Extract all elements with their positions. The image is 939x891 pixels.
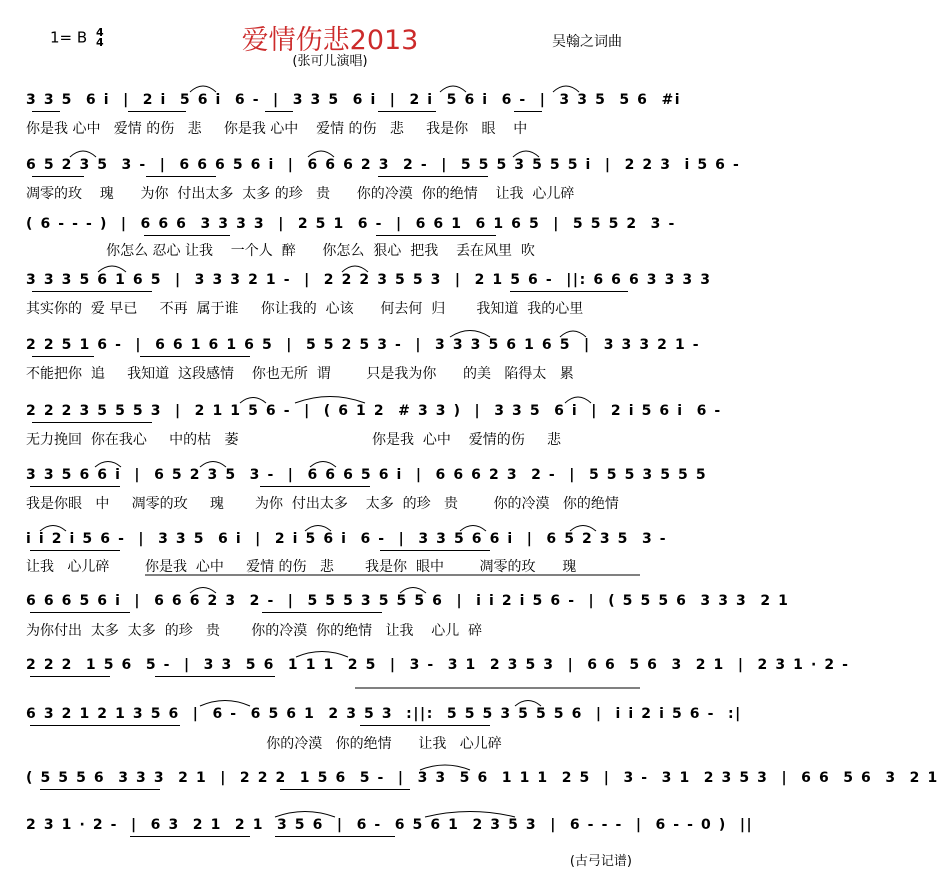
melody-line: 2 2 2 3 5 5 5 3 | 2 1 1 5 6 - | ( 6 1 2 # 3 3 ) | 3 3 5 6 i | 2 i 5 6 i 6 - <box>26 403 722 419</box>
credit: 吴翰之词曲 <box>552 34 622 50</box>
lyric-line: 你怎么 忍心 让我 一个人 醉 你怎么 狠心 把我 丢在风里 吹 <box>26 243 535 259</box>
melody-line: 6 6 6 5 6 i | 6 6 6 2 3 2 - | 5 5 5 3 5 5 5 6 | i i 2 i 5 6 - | ( 5 5 5 6 3 3 3 2 1 <box>26 593 790 609</box>
melody-line: 3 3 5 6 6 i | 6 5 2 3 5 3 - | 6 6 6 5 6 i | 6 6 6 2 3 2 - | 5 5 5 3 5 5 5 <box>26 467 708 483</box>
lyric-line: 不能把你 追 我知道 这段感情 你也无所 谓 只是我为你 的美 陷得太 累 <box>26 366 574 382</box>
singer: (张可儿演唱) <box>292 54 368 69</box>
melody-line: 2 2 5 1 6 - | 6 6 1 6 1 6 5 | 5 5 2 5 3 - | 3 3 3 5 6 1 6 5 | 3 3 3 2 1 - <box>26 337 701 353</box>
time-top: 4 <box>95 26 104 39</box>
melody-line: 3 3 5 6 i | 2 i 5 6 i 6 - | 3 3 5 6 i | 2 i 5 6 i 6 - | 3 3 5 5 6 #i <box>26 92 682 108</box>
melody-line: i i 2 i 5 6 - | 3 3 5 6 i | 2 i 5 6 i 6 - | 3 3 5 6 6 i | 6 5 2 3 5 3 - <box>26 531 668 547</box>
song-title: 爱情伤悲2013 <box>241 25 419 56</box>
melody-line: 6 5 2 3 5 3 - | 6 6 6 5 6 i | 6 6 6 2 3 2 - | 5 5 5 3 5 5 5 i | 2 2 3 i 5 6 - <box>26 157 741 173</box>
melody-line: ( 6 - - - ) | 6 6 6 3 3 3 3 | 2 5 1 6 - | 6 6 1 6 1 6 5 | 5 5 5 2 3 - <box>26 216 676 232</box>
melody-line: 2 2 2 1 5 6 5 - | 3 3 5 6 1 1 1 2 5 | 3 - 3 1 2 3 5 3 | 6 6 5 6 3 2 1 | 2 3 1 · 2 - <box>26 657 850 673</box>
lyric-line: 凋零的玫 瑰 为你 付出太多 太多 的珍 贵 你的冷漠 你的绝情 让我 心儿碎 <box>26 186 575 202</box>
lyric-line: 我是你眼 中 凋零的玫 瑰 为你 付出太多 太多 的珍 贵 你的冷漠 你的绝情 <box>26 496 619 512</box>
lyric-line: 其实你的 爱 早已 不再 属于谁 你让我的 心该 何去何 归 我知道 我的心里 <box>26 301 584 317</box>
time-bottom: 4 <box>95 36 104 49</box>
lyric-line: 你是我 心中 爱情 的伤 悲 你是我 心中 爱情 的伤 悲 我是你 眼 中 <box>26 121 528 137</box>
transcriber-credit: (古弓记谱) <box>569 854 632 869</box>
melody-line: 6 3 2 1 2 1 3 5 6 | 6 - 6 5 6 1 2 3 5 3 :||: 5 5 5 3 5 5 5 6 | i i 2 i 5 6 - :| <box>26 706 742 722</box>
lyric-line: 为你付出 太多 太多 的珍 贵 你的冷漠 你的绝情 让我 心儿 碎 <box>26 623 483 639</box>
lyric-line: 让我 心儿碎 你是我 心中 爱情 的伤 悲 我是你 眼中 凋零的玫 瑰 <box>26 559 577 575</box>
key-text: 1= B <box>50 28 88 47</box>
melody-line: 3 3 3 5 6 1 6 5 | 3 3 3 2 1 - | 2 2 2 3 5 5 3 | 2 1 5 6 - ||: 6 6 6 3 3 3 3 <box>26 272 712 288</box>
lyric-line: 你的冷漠 你的绝情 让我 心儿碎 <box>26 736 502 752</box>
melody-line: ( 5 5 5 6 3 3 3 2 1 | 2 2 2 1 5 6 5 - | 3 3 5 6 1 1 1 2 5 | 3 - 3 1 2 3 5 3 | 6 6 5 6 3 2 1 <box>26 770 939 786</box>
melody-line: 2 3 1 · 2 - | 6 3 2 1 2 1 3 5 6 | 6 - 6 5 6 1 2 3 5 3 | 6 - - - | 6 - - 0 ) || <box>26 817 754 833</box>
lyric-line: 无力挽回 你在我心 中的枯 萎 你是我 心中 爱情的伤 悲 <box>26 432 561 448</box>
